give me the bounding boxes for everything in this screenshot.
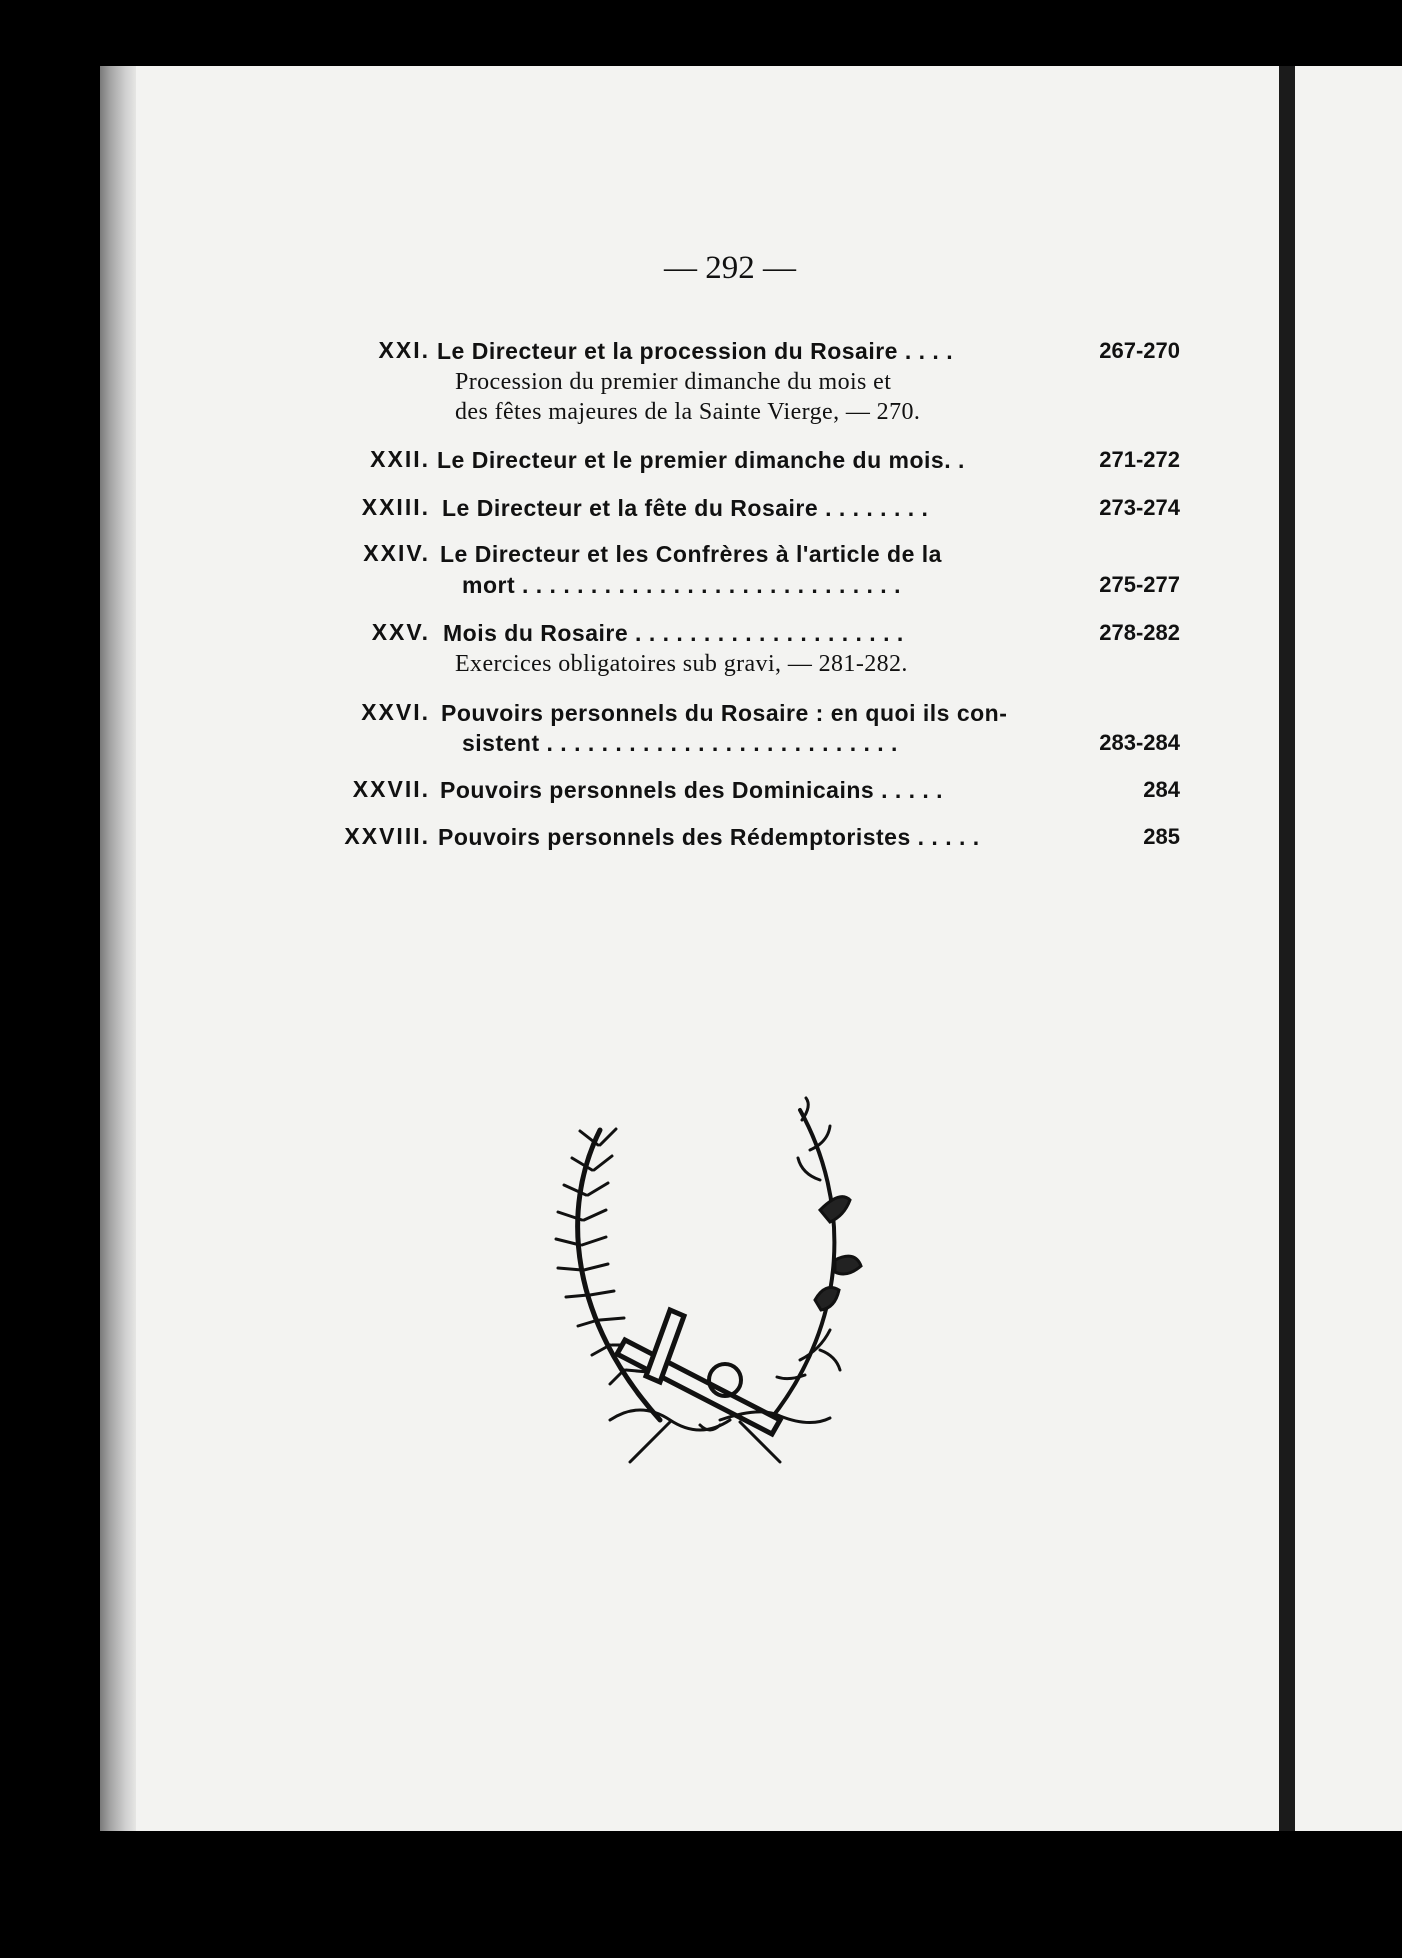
entry-pages: 284: [1143, 777, 1180, 802]
wreath-with-cross-icon: [520, 1090, 910, 1480]
entry-pages: 278-282: [1099, 620, 1180, 645]
entry-pages: 283-284: [1099, 730, 1180, 755]
entry-title: Le Directeur et les Confrères à l'article de la: [440, 541, 942, 567]
entry-pages: 273-274: [1099, 495, 1180, 520]
entry-numeral: XXII.: [370, 446, 430, 472]
book-page: [100, 66, 1310, 1831]
book-gutter: [1279, 66, 1295, 1831]
entry-subtext: Procession du premier dimanche du mois et: [455, 369, 892, 395]
entry-pages: 271-272: [1099, 447, 1180, 472]
entry-subtext: des fêtes majeures de la Sainte Vierge, — 270.: [455, 399, 921, 425]
facing-page: [1295, 66, 1402, 1831]
entry-numeral: XXI.: [378, 337, 430, 363]
entry-title: Pouvoirs personnels des Rédemptoristes . . . . .: [438, 824, 980, 850]
page-binding-edge: [100, 66, 136, 1831]
entry-numeral: XXV.: [371, 619, 430, 645]
entry-title: Le Directeur et le premier dimanche du mois. .: [437, 447, 965, 473]
entry-numeral: XXVIII.: [344, 823, 430, 849]
entry-title: Pouvoirs personnels des Dominicains . . . . .: [440, 777, 944, 803]
entry-numeral: XXVI.: [361, 699, 430, 725]
entry-numeral: XXIII.: [361, 494, 430, 520]
entry-pages: 267-270: [1099, 338, 1180, 363]
entry-title-continuation: mort . . . . . . . . . . . . . . . . . . . . . . . . . . . .: [462, 572, 901, 598]
entry-subtext: Exercices obligatoires sub gravi, — 281-282.: [455, 651, 908, 677]
page-number: — 292 —: [664, 250, 796, 286]
entry-title: Le Directeur et la procession du Rosaire . . . .: [437, 338, 954, 364]
entry-title: Mois du Rosaire . . . . . . . . . . . . . . . . . . . .: [443, 620, 904, 646]
entry-title: Pouvoirs personnels du Rosaire : en quoi ils con-: [441, 700, 1008, 726]
entry-numeral: XXIV.: [363, 540, 430, 566]
entry-title-continuation: sistent . . . . . . . . . . . . . . . . . . . . . . . . . .: [462, 730, 898, 756]
entry-pages: 285: [1143, 824, 1180, 849]
entry-title: Le Directeur et la fête du Rosaire . . . . . . . .: [442, 495, 929, 521]
entry-pages: 275-277: [1099, 572, 1180, 597]
entry-numeral: XXVII.: [352, 776, 430, 802]
